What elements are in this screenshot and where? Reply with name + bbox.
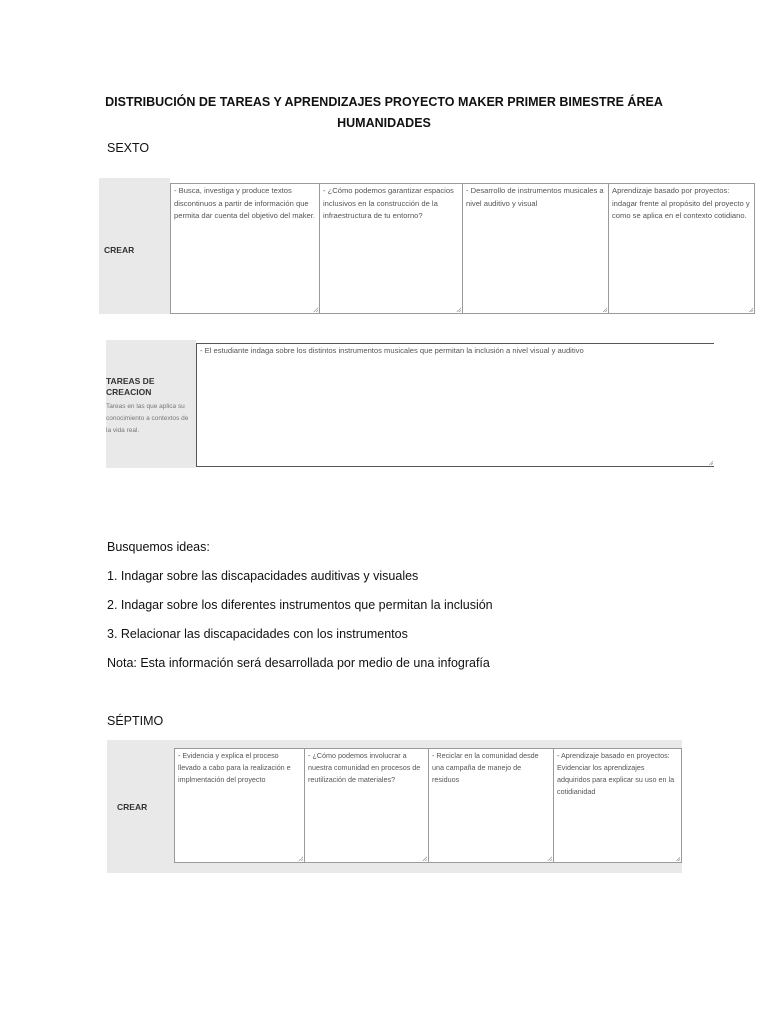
ideas-heading: Busquemos ideas: <box>107 540 210 554</box>
septimo-cell-1: - Evidencia y explica el proceso llevado a cabo para la realización e implmentación del proyecto <box>174 748 305 863</box>
septimo-crear-label: CREAR <box>117 802 148 812</box>
document-title: DISTRIBUCIÓN DE TAREAS Y APRENDIZAJES PROYECTO MAKER PRIMER BIMESTRE ÁREA HUMANIDADES <box>105 95 663 130</box>
ideas-item-2: 2. Indagar sobre los diferentes instrumentos que permitan la inclusión <box>107 598 493 612</box>
tareas-sublabel: Tareas en las que aplica su conocimiento a contextos de la vida real. <box>106 403 189 434</box>
tareas-text-box: - El estudiante indaga sobre los distintos instrumentos musicales que permitan la inclusión a nivel visual y auditivo <box>196 343 714 467</box>
ideas-item-3: 3. Relacionar las discapacidades con los instrumentos <box>107 627 408 641</box>
sexto-cell-2: - ¿Cómo podemos garantizar espacios inclusivos en la construcción de la infraestructura de tu entorno? <box>319 183 463 314</box>
sexto-tareas-table <box>106 340 714 468</box>
section-heading-sexto: SEXTO <box>107 141 150 155</box>
septimo-cell-4: - Aprendizaje basado en proyectos: Evidenciar los aprendizajes adquiridos para explicar su uso en la cotidianidad <box>553 748 682 863</box>
septimo-cell-2: - ¿Cómo podemos involucrar a nuestra comunidad en procesos de reutilización de materiales? <box>304 748 429 863</box>
sexto-crear-table <box>99 178 755 314</box>
ideas-item-1: 1. Indagar sobre las discapacidades auditivas y visuales <box>107 569 419 583</box>
sexto-cell-4: Aprendizaje basado por proyectos: indagar frente al propósito del proyecto y como se aplica en el contexto cotidiano. <box>608 183 755 314</box>
tareas-label: TAREAS DE CREACION <box>106 376 155 397</box>
septimo-cell-3: - Reciclar en la comunidad desde una campaña de manejo de residuos <box>428 748 554 863</box>
ideas-note: Nota: Esta información será desarrollada por medio de una infografía <box>107 656 490 670</box>
sexto-cell-1: - Busca, investiga y produce textos discontinuos a partir de información que permita dar cuenta del objetivo del maker. <box>170 183 320 314</box>
sexto-crear-label: CREAR <box>104 245 135 255</box>
sexto-cell-3: - Desarrollo de instrumentos musicales a nivel auditivo y visual <box>462 183 609 314</box>
section-heading-septimo: SÉPTIMO <box>107 714 164 728</box>
septimo-crear-table <box>107 740 682 873</box>
